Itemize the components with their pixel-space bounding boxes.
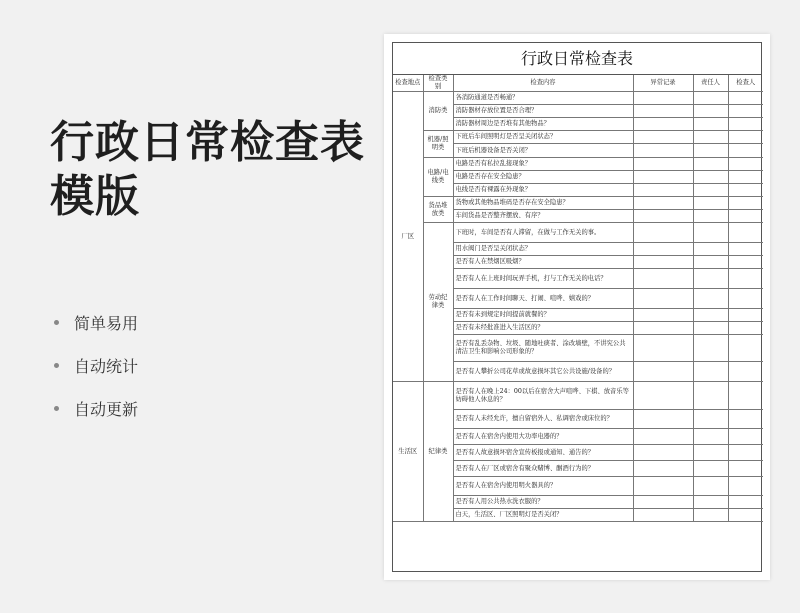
responsible-cell[interactable]: [693, 496, 728, 509]
check-item-cell: 电线是否有裸露在外现象？: [453, 184, 633, 197]
check-item-cell: 是否有乱丢杂物、垃圾、随地吐痰者、涂改墙壁，不讲究公共清洁卫生和影响公司形象的？: [453, 335, 633, 362]
responsible-cell[interactable]: [693, 382, 728, 410]
header-location: 检查地点: [393, 75, 423, 92]
check-item-cell: 是否有人用公共热水洗衣服的？: [453, 496, 633, 509]
check-item-cell: 消防器材存放位置是否合理？: [453, 105, 633, 118]
responsible-cell[interactable]: [693, 429, 728, 445]
inspector-cell[interactable]: [728, 269, 763, 289]
anomaly-cell[interactable]: [633, 92, 693, 105]
anomaly-cell[interactable]: [633, 118, 693, 131]
bullet-dot-icon: [54, 363, 59, 368]
header-responsible: 责任人: [693, 75, 728, 92]
check-item-cell: 下班时，车间是否有人滞留，在做与工作无关的事。: [453, 223, 633, 243]
responsible-cell[interactable]: [693, 256, 728, 269]
check-item-cell: 是否有人攀折公司花草或故意损坏其它公共设施/设备的？: [453, 362, 633, 382]
anomaly-cell[interactable]: [633, 144, 693, 158]
inspector-cell[interactable]: [728, 335, 763, 362]
anomaly-cell[interactable]: [633, 445, 693, 461]
responsible-cell[interactable]: [693, 461, 728, 477]
responsible-cell[interactable]: [693, 105, 728, 118]
anomaly-cell[interactable]: [633, 131, 693, 144]
table-row: [393, 197, 763, 210]
inspector-cell[interactable]: [728, 322, 763, 335]
check-item-cell: 下班后机器设备是否关闭？: [453, 144, 633, 158]
responsible-cell[interactable]: [693, 118, 728, 131]
inspector-cell[interactable]: [728, 158, 763, 171]
inspector-cell[interactable]: [728, 496, 763, 509]
anomaly-cell[interactable]: [633, 477, 693, 496]
inspector-cell[interactable]: [728, 309, 763, 322]
inspector-cell[interactable]: [728, 92, 763, 105]
anomaly-cell[interactable]: [633, 509, 693, 522]
anomaly-cell[interactable]: [633, 210, 693, 223]
check-item-cell: 电路是否存在安全隐患？: [453, 171, 633, 184]
feature-item: [54, 312, 138, 333]
check-item-cell: 是否有人在晚上24：00以后在宿舍大声喧哗、下棋、放音乐等妨碍他人休息的？: [453, 382, 633, 410]
location-cell: 生活区: [393, 382, 423, 522]
check-item-cell: 是否有人在宿舍内使用明火器具的？: [453, 477, 633, 496]
inspector-cell[interactable]: [728, 243, 763, 256]
responsible-cell[interactable]: [693, 335, 728, 362]
responsible-cell[interactable]: [693, 269, 728, 289]
checklist-sheet: [392, 42, 762, 572]
responsible-cell[interactable]: [693, 410, 728, 429]
table-row: [393, 131, 763, 144]
category-cell: 机器/照明类: [423, 131, 453, 158]
inspector-cell[interactable]: [728, 382, 763, 410]
inspector-cell[interactable]: [728, 256, 763, 269]
inspector-cell[interactable]: [728, 210, 763, 223]
anomaly-cell[interactable]: [633, 496, 693, 509]
anomaly-cell[interactable]: [633, 197, 693, 210]
inspector-cell[interactable]: [728, 477, 763, 496]
responsible-cell[interactable]: [693, 477, 728, 496]
responsible-cell[interactable]: [693, 158, 728, 171]
category-cell: 消防类: [423, 92, 453, 131]
anomaly-cell[interactable]: [633, 382, 693, 410]
anomaly-cell[interactable]: [633, 429, 693, 445]
table-row: [393, 158, 763, 171]
check-item-cell: 车间货品是否整齐摆放、有序？: [453, 210, 633, 223]
category-cell: 电路/电线类: [423, 158, 453, 197]
document-preview: [384, 34, 770, 580]
inspector-cell[interactable]: [728, 362, 763, 382]
feature-label: 简单易用: [74, 314, 139, 333]
check-item-cell: 是否有人在工作时间聊天、打闹、喧哗、嬉戏的？: [453, 289, 633, 309]
responsible-cell[interactable]: [693, 92, 728, 105]
table-row: [393, 382, 763, 410]
category-cell: 劳动纪律类: [423, 223, 453, 382]
feature-item: [54, 355, 138, 376]
anomaly-cell[interactable]: [633, 309, 693, 322]
anomaly-cell[interactable]: [633, 289, 693, 309]
inspector-cell[interactable]: [728, 289, 763, 309]
responsible-cell[interactable]: [693, 509, 728, 522]
responsible-cell[interactable]: [693, 131, 728, 144]
responsible-cell[interactable]: [693, 243, 728, 256]
inspector-cell[interactable]: [728, 118, 763, 131]
anomaly-cell[interactable]: [633, 461, 693, 477]
responsible-cell[interactable]: [693, 184, 728, 197]
check-item-cell: 是否有人在禁烟区吸烟？: [453, 256, 633, 269]
check-item-cell: 白天，生活区、厂区照明灯是否关闭？: [453, 509, 633, 522]
responsible-cell[interactable]: [693, 362, 728, 382]
responsible-cell[interactable]: [693, 171, 728, 184]
inspector-cell[interactable]: [728, 223, 763, 243]
responsible-cell[interactable]: [693, 289, 728, 309]
check-item-cell: 货物或其他物品堆码是否存在安全隐患？: [453, 197, 633, 210]
responsible-cell[interactable]: [693, 309, 728, 322]
inspector-cell[interactable]: [728, 429, 763, 445]
anomaly-cell[interactable]: [633, 410, 693, 429]
inspector-cell[interactable]: [728, 105, 763, 118]
bullet-dot-icon: [54, 406, 59, 411]
anomaly-cell[interactable]: [633, 158, 693, 171]
anomaly-cell[interactable]: [633, 362, 693, 382]
anomaly-cell[interactable]: [633, 322, 693, 335]
check-item-cell: 是否有人在上班时间玩弄手机，打与工作无关的电话？: [453, 269, 633, 289]
anomaly-cell[interactable]: [633, 184, 693, 197]
header-anomaly: 异常记录: [633, 75, 693, 92]
responsible-cell[interactable]: [693, 322, 728, 335]
bullet-dot-icon: [54, 320, 59, 325]
table-row: [393, 223, 763, 243]
anomaly-cell[interactable]: [633, 223, 693, 243]
check-item-cell: 是否有未经批准进入生活区的？: [453, 322, 633, 335]
header-content: 检查内容: [453, 75, 633, 92]
inspector-cell[interactable]: [728, 171, 763, 184]
check-item-cell: 各消防通道是否畅通？: [453, 92, 633, 105]
header-category: 检查类别: [423, 75, 453, 92]
inspector-cell[interactable]: [728, 461, 763, 477]
check-item-cell: 是否有人故意损坏宿舍宣传板报或通知、通告的？: [453, 445, 633, 461]
check-item-cell: 电路是否有私拉乱接现象？: [453, 158, 633, 171]
table-header-row: [393, 75, 763, 92]
responsible-cell[interactable]: [693, 144, 728, 158]
feature-label: 自动统计: [74, 357, 139, 376]
check-item-cell: 是否有人未经允许，擅自留宿外人、私调宿舍或床位的？: [453, 410, 633, 429]
check-item-cell: 是否有人在宿舍内使用大功率电器的？: [453, 429, 633, 445]
location-cell: 厂区: [393, 92, 423, 382]
responsible-cell[interactable]: [693, 223, 728, 243]
check-item-cell: 消防器材周边是否堆有其他物品？: [453, 118, 633, 131]
inspector-cell[interactable]: [728, 131, 763, 144]
anomaly-cell[interactable]: [633, 171, 693, 184]
inspector-cell[interactable]: [728, 509, 763, 522]
inspector-cell[interactable]: [728, 184, 763, 197]
responsible-cell[interactable]: [693, 210, 728, 223]
promo-title: 行政日常检查表模版: [50, 117, 365, 222]
header-inspector: 检查人: [728, 75, 763, 92]
checklist-table: [393, 75, 763, 522]
anomaly-cell[interactable]: [633, 256, 693, 269]
check-item-cell: 是否有未到规定时间提前就餐的？: [453, 309, 633, 322]
inspector-cell[interactable]: [728, 144, 763, 158]
check-item-cell: 是否有人在厂区或宿舍有聚众赌博、酗酒行为的？: [453, 461, 633, 477]
anomaly-cell[interactable]: [633, 105, 693, 118]
feature-list: [54, 312, 138, 441]
category-cell: 纪律类: [423, 382, 453, 522]
inspector-cell[interactable]: [728, 197, 763, 210]
sheet-title: 行政日常检查表: [393, 43, 761, 75]
check-item-cell: 用水阀门是否呈关闭状态？: [453, 243, 633, 256]
anomaly-cell[interactable]: [633, 243, 693, 256]
anomaly-cell[interactable]: [633, 335, 693, 362]
feature-label: 自动更新: [74, 400, 139, 419]
inspector-cell[interactable]: [728, 410, 763, 429]
feature-item: [54, 398, 138, 419]
table-body: [393, 92, 763, 522]
inspector-cell[interactable]: [728, 445, 763, 461]
anomaly-cell[interactable]: [633, 269, 693, 289]
table-row: [393, 92, 763, 105]
category-cell: 货品堆放类: [423, 197, 453, 223]
responsible-cell[interactable]: [693, 445, 728, 461]
check-item-cell: 下班后车间照明灯是否呈关闭状态？: [453, 131, 633, 144]
responsible-cell[interactable]: [693, 197, 728, 210]
